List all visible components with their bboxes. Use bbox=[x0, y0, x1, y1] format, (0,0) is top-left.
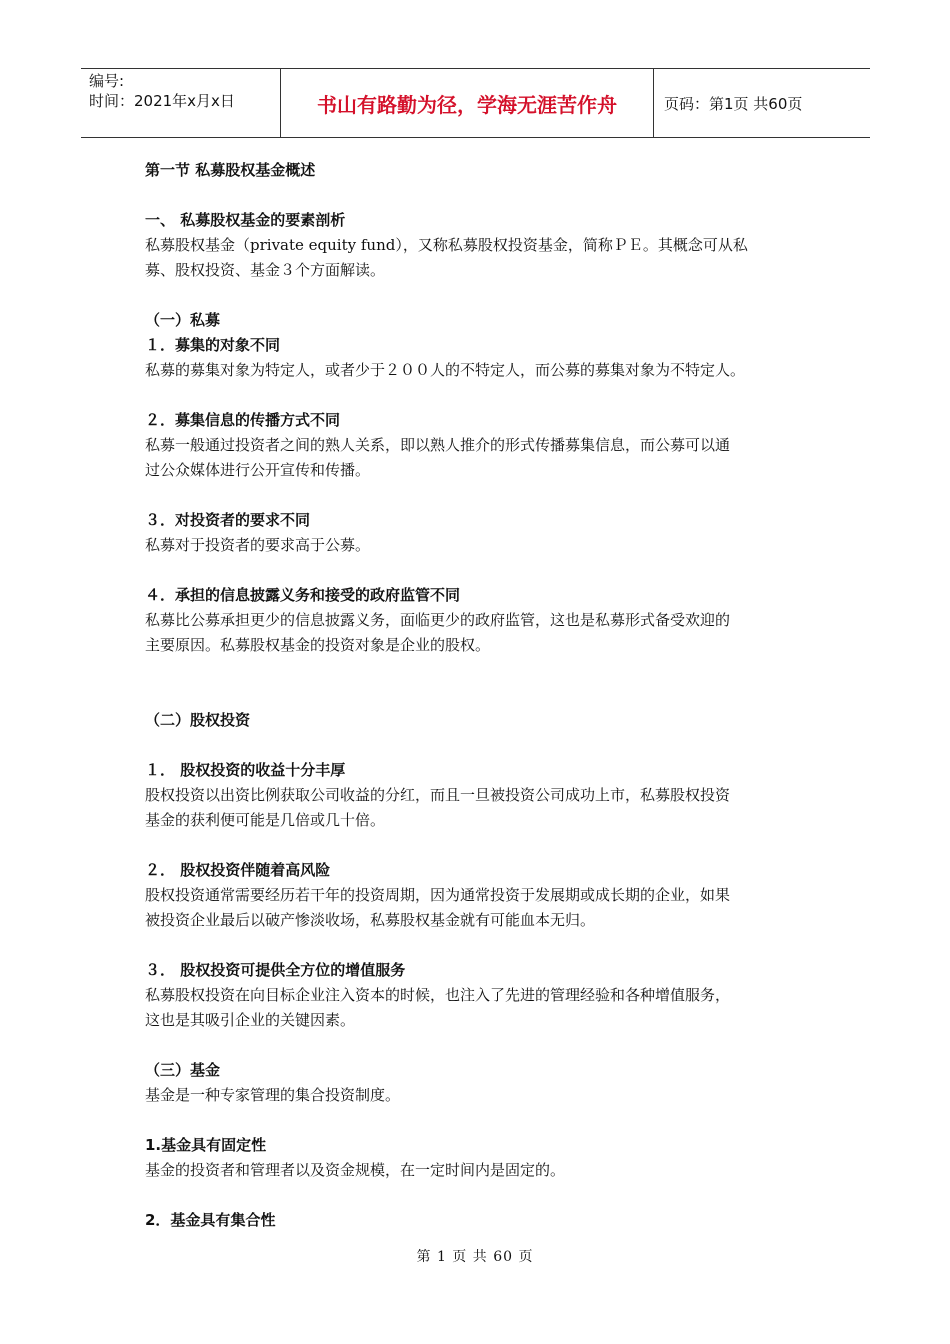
paragraph: 私募股权投资在向目标企业注入资本的时候，也注入了先进的管理经验和各种增值服务， bbox=[145, 986, 731, 1004]
paragraph: 私募比公募承担更少的信息披露义务，面临更少的政府监管，这也是私募形式备受欢迎的 bbox=[145, 611, 731, 629]
paragraph: 股权投资通常需要经历若干年的投资周期，因为通常投资于发展期或成长期的企业，如果 bbox=[145, 886, 731, 904]
paragraph: 私募对于投资者的要求高于公募。 bbox=[145, 536, 371, 554]
header-meta bbox=[81, 69, 281, 137]
header-motto: 书山有路勤为径，学海无涯苦作舟 bbox=[281, 69, 654, 137]
paragraph: 这也是其吸引企业的关键因素。 bbox=[145, 1011, 356, 1029]
subsection-heading: （二）股权投资 bbox=[145, 711, 251, 729]
subsection-heading: （三）基金 bbox=[145, 1061, 221, 1079]
part1-heading: 一、 私募股权基金的要素剖析 bbox=[145, 211, 346, 229]
document-body bbox=[145, 158, 815, 1233]
item-heading: ２．募集信息的传播方式不同 bbox=[145, 411, 341, 429]
item-heading: ２． 股权投资伴随着高风险 bbox=[145, 861, 331, 879]
item-heading: ４．承担的信息披露义务和接受的政府监管不同 bbox=[145, 586, 461, 604]
paragraph: 过公众媒体进行公开宣传和传播。 bbox=[145, 461, 371, 479]
date-label: 时间：2021年x月x日 bbox=[89, 92, 235, 110]
subsection-heading: （一）私募 bbox=[145, 311, 221, 329]
paragraph: 基金的投资者和管理者以及资金规模，在一定时间内是固定的。 bbox=[145, 1161, 566, 1179]
section-title: 第一节 私募股权基金概述 bbox=[145, 161, 316, 179]
paragraph: 募、股权投资、基金３个方面解读。 bbox=[145, 261, 386, 279]
paragraph: 私募股权基金（private equity fund），又称私募股权投资基金，简称ＰＥ。其概念可从私 bbox=[145, 236, 748, 254]
number-label: 编号: bbox=[89, 72, 125, 90]
paragraph: 私募的募集对象为特定人，或者少于２００人的不特定人，而公募的募集对象为不特定人。 bbox=[145, 361, 746, 379]
header-page-info: 页码：第1页 共60页 bbox=[664, 94, 803, 113]
paragraph: 私募一般通过投资者之间的熟人关系，即以熟人推介的形式传播募集信息，而公募可以通 bbox=[145, 436, 731, 454]
item-heading: ３． 股权投资可提供全方位的增值服务 bbox=[145, 961, 406, 979]
paragraph: 基金的获利便可能是几倍或几十倍。 bbox=[145, 811, 386, 829]
item-heading: ３．对投资者的要求不同 bbox=[145, 511, 311, 529]
item-heading: 2．基金具有集合性 bbox=[145, 1211, 276, 1229]
item-heading: 1.基金具有固定性 bbox=[145, 1136, 267, 1154]
page-footer: 第 1 页 共 60 页 bbox=[416, 1249, 534, 1265]
item-heading: １．募集的对象不同 bbox=[145, 336, 281, 354]
paragraph: 被投资企业最后以破产惨淡收场，私募股权基金就有可能血本无归。 bbox=[145, 911, 596, 929]
paragraph: 股权投资以出资比例获取公司收益的分红，而且一旦被投资公司成功上市，私募股权投资 bbox=[145, 786, 731, 804]
paragraph: 主要原因。私募股权基金的投资对象是企业的股权。 bbox=[145, 636, 491, 654]
paragraph: 基金是一种专家管理的集合投资制度。 bbox=[145, 1086, 401, 1104]
item-heading: １． 股权投资的收益十分丰厚 bbox=[145, 761, 346, 779]
page-header bbox=[81, 68, 870, 138]
